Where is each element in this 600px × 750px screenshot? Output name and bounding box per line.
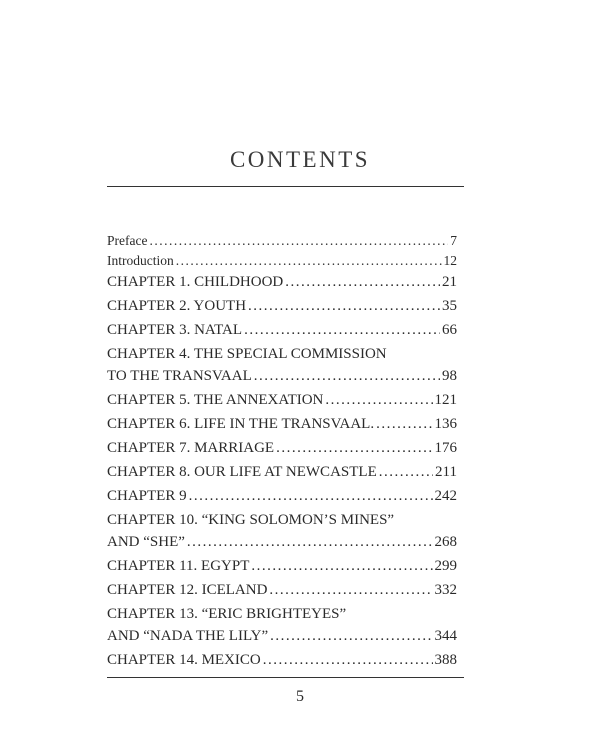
- toc-entry-title: CHAPTER 7. MARRIAGE: [107, 440, 275, 456]
- table-of-contents: [107, 231, 457, 671]
- toc-entry-chapter-13[interactable]: [107, 603, 457, 647]
- toc-entry-chapter-1[interactable]: [107, 271, 457, 293]
- toc-entry-page: 21: [442, 274, 457, 290]
- toc-entry-title: CHAPTER 14. MEXICO: [107, 652, 261, 668]
- dot-leader: [251, 555, 432, 577]
- top-rule: [107, 186, 464, 187]
- toc-entry-chapter-4[interactable]: [107, 343, 457, 387]
- toc-entry-chapter-12[interactable]: [107, 579, 457, 601]
- dot-leader: [189, 485, 433, 507]
- toc-entry-title: CHAPTER 2. YOUTH: [107, 298, 247, 314]
- toc-entry-page: 98: [442, 368, 457, 384]
- toc-entry-chapter-11[interactable]: [107, 555, 457, 577]
- toc-entry-page: 121: [434, 392, 457, 408]
- toc-entry-title: CHAPTER 11. EGYPT: [107, 558, 250, 574]
- toc-entry-chapter-14[interactable]: [107, 649, 457, 671]
- toc-entry-title: TO THE TRANSVAAL: [107, 368, 252, 384]
- dot-leader: [379, 461, 433, 483]
- toc-entry-page: 176: [434, 440, 457, 456]
- toc-entry-page: 7: [450, 233, 457, 248]
- toc-entry-title: CHAPTER 9: [107, 488, 187, 504]
- toc-entry-title: AND “NADA THE LILY”: [107, 628, 269, 644]
- bottom-rule: [107, 677, 464, 678]
- dot-leader: [270, 625, 432, 647]
- toc-entry-chapter-8[interactable]: [107, 461, 457, 483]
- toc-entry-page: 268: [434, 534, 457, 550]
- dot-leader: [325, 389, 432, 411]
- toc-entry-title: CHAPTER 12. ICELAND: [107, 582, 268, 598]
- toc-entry-title: Preface: [107, 233, 148, 248]
- toc-entry-page: 12: [443, 253, 457, 268]
- toc-entry-title-line-1: CHAPTER 13. “ERIC BRIGHTEYES”: [107, 606, 347, 622]
- toc-entry-title: Introduction: [107, 253, 174, 268]
- toc-entry-introduction[interactable]: [107, 251, 457, 271]
- toc-entry-title: CHAPTER 5. THE ANNEXATION: [107, 392, 324, 408]
- toc-entry-page: 242: [434, 488, 457, 504]
- dot-leader: [285, 271, 440, 293]
- toc-entry-page: 35: [442, 298, 457, 314]
- dot-leader: [187, 531, 433, 553]
- toc-entry-chapter-6[interactable]: [107, 413, 457, 435]
- page-title: CONTENTS: [229, 147, 371, 172]
- dot-leader: [269, 579, 432, 601]
- dot-leader: [149, 231, 448, 251]
- toc-entry-title: CHAPTER 6. LIFE IN THE TRANSVAAL.: [107, 416, 375, 432]
- dot-leader: [244, 319, 440, 341]
- toc-entry-chapter-7[interactable]: [107, 437, 457, 459]
- dot-leader: [263, 649, 433, 671]
- toc-entry-page: 332: [434, 582, 457, 598]
- toc-entry-chapter-2[interactable]: [107, 295, 457, 317]
- toc-entry-title-line-1: CHAPTER 4. THE SPECIAL COMMISSION: [107, 346, 387, 362]
- dot-leader: [254, 365, 440, 387]
- toc-entry-chapter-9[interactable]: [107, 485, 457, 507]
- toc-entry-chapter-3[interactable]: [107, 319, 457, 341]
- toc-entry-preface[interactable]: [107, 231, 457, 251]
- toc-entry-page: 388: [434, 652, 457, 668]
- toc-entry-title-line-1: CHAPTER 10. “KING SOLOMON’S MINES”: [107, 512, 395, 528]
- toc-entry-chapter-10[interactable]: [107, 509, 457, 553]
- toc-entry-title: CHAPTER 8. OUR LIFE AT NEWCASTLE: [107, 464, 377, 480]
- toc-entry-title: CHAPTER 1. CHILDHOOD: [107, 274, 284, 290]
- toc-entry-page: 136: [434, 416, 457, 432]
- toc-entry-title: AND “SHE”: [107, 534, 185, 550]
- toc-entry-page: 211: [435, 464, 457, 480]
- toc-entry-chapter-5[interactable]: [107, 389, 457, 411]
- dot-leader: [276, 437, 432, 459]
- dot-leader: [248, 295, 440, 317]
- toc-entry-page: 66: [442, 322, 457, 338]
- dot-leader: [176, 251, 442, 271]
- toc-entry-page: 344: [434, 628, 457, 644]
- dot-leader: [376, 413, 432, 435]
- toc-entry-title: CHAPTER 3. NATAL: [107, 322, 243, 338]
- toc-entry-page: 299: [434, 558, 457, 574]
- page-number: 5: [296, 688, 304, 705]
